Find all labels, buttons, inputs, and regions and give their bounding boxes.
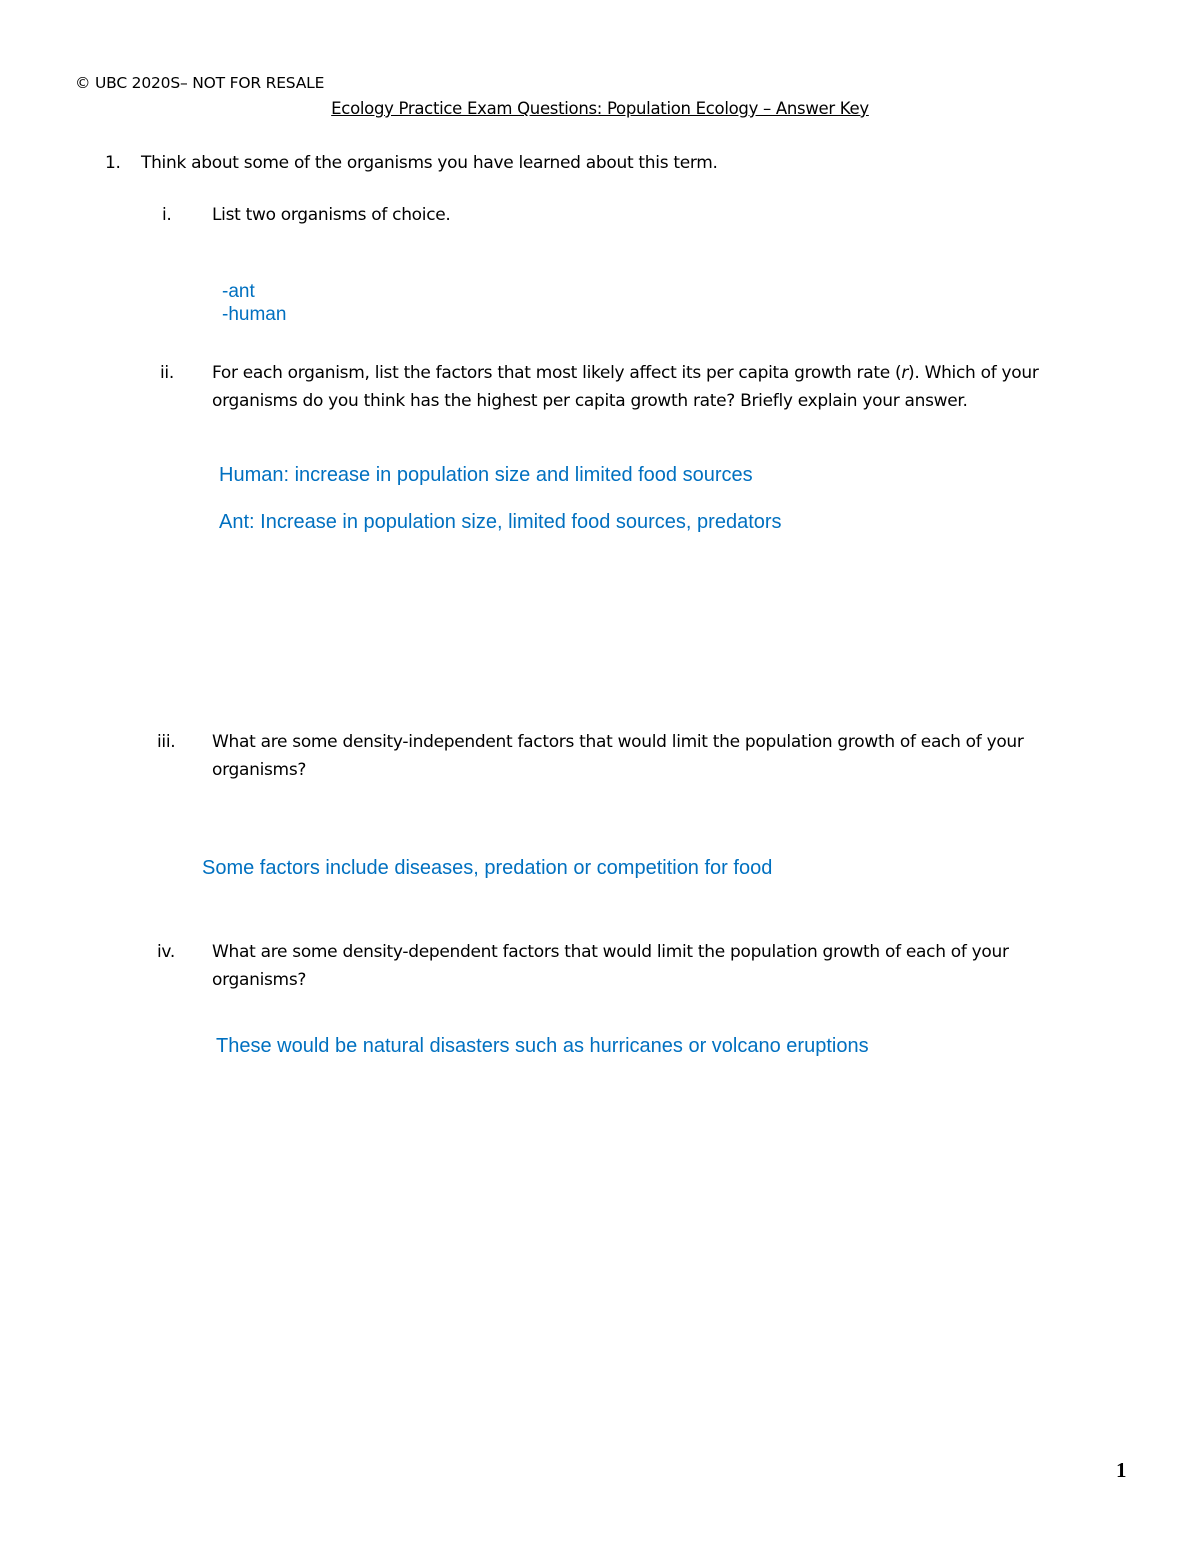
part-question-i: List two organisms of choice. — [212, 205, 451, 225]
answer-density-dependent: These would be natural disasters such as hurricanes or volcano eruptions — [216, 1035, 869, 1057]
answer-organism-1: -ant — [222, 281, 255, 302]
copyright-notice: © UBC 2020S– NOT FOR RESALE — [75, 74, 325, 92]
answer-ant-factors: Ant: Increase in population size, limited food sources, predators — [219, 511, 782, 533]
question-ii-text-end: ). Which of your — [908, 363, 1039, 383]
part-question-iii — [212, 728, 1024, 784]
growth-rate-variable: r — [901, 363, 909, 383]
question-iii-line-1: What are some density-independent factors that would limit the population growth of each of your — [212, 732, 1024, 752]
question-iv-line-1: What are some density-dependent factors that would limit the population growth of each of your — [212, 942, 1009, 962]
question-ii-text-start: For each organism, list the factors that most likely affect its per capita growth rate ( — [212, 363, 902, 383]
question-iii-line-2: organisms? — [212, 760, 307, 780]
document-title: Ecology Practice Exam Questions: Population Ecology – Answer Key — [331, 99, 869, 118]
part-numeral-iv: iv. — [157, 942, 175, 962]
question-text: Think about some of the organisms you have learned about this term. — [141, 153, 718, 173]
answer-density-independent: Some factors include diseases, predation or competition for food — [202, 857, 773, 879]
part-numeral-ii: ii. — [160, 363, 174, 383]
answer-organism-2: -human — [222, 304, 287, 325]
question-iv-line-2: organisms? — [212, 970, 307, 990]
page-number: 1 — [1116, 1458, 1127, 1482]
part-question-iv — [212, 938, 1009, 994]
part-numeral-i: i. — [162, 205, 172, 225]
part-numeral-iii: iii. — [157, 732, 176, 752]
question-number: 1. — [105, 153, 121, 173]
part-question-ii — [212, 359, 1039, 415]
answer-human-factors: Human: increase in population size and limited food sources — [219, 464, 753, 486]
question-ii-line-2: organisms do you think has the highest per capita growth rate? Briefly explain your answer. — [212, 391, 968, 411]
